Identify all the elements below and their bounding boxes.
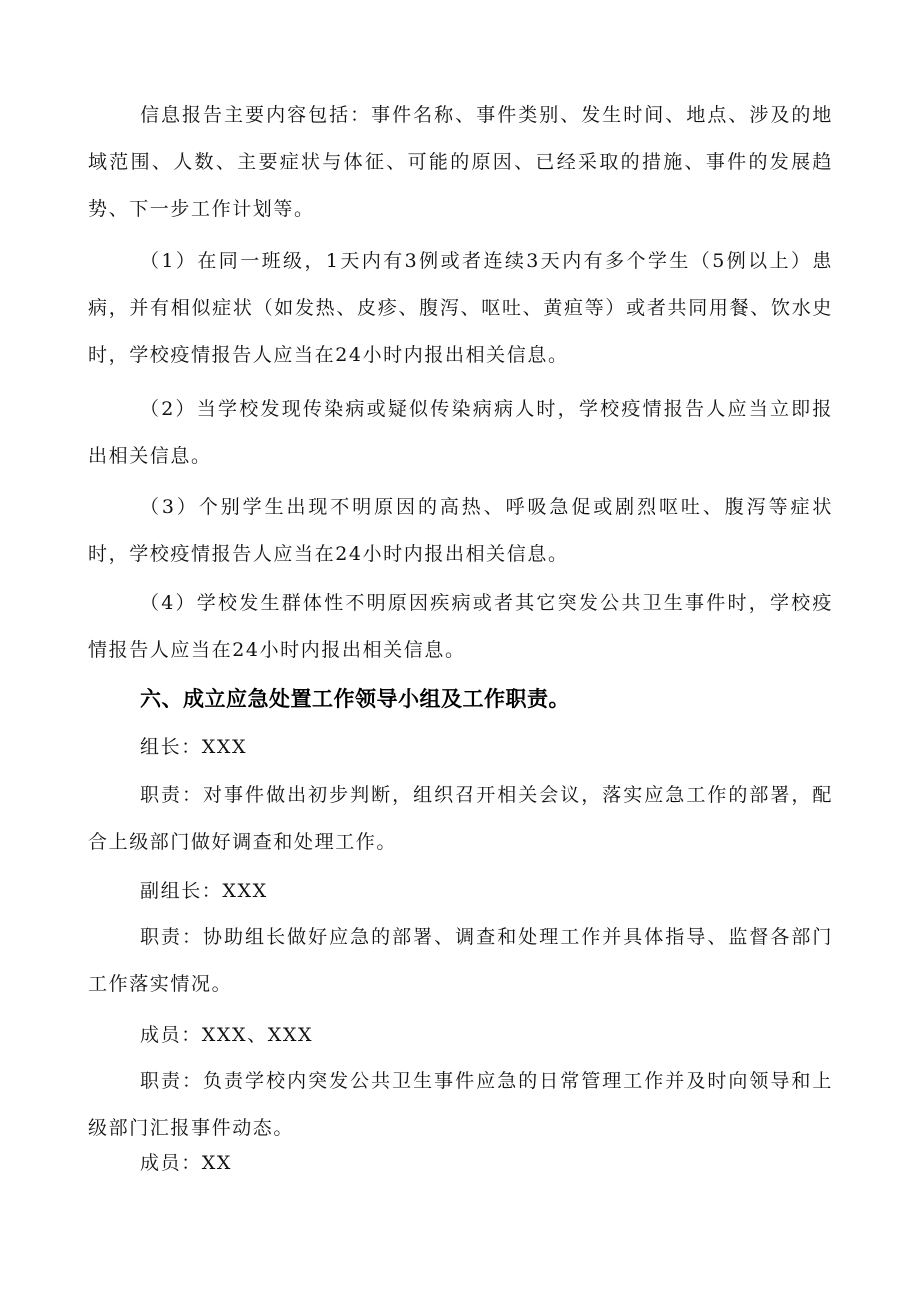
rule-2-paragraph: （2）当学校发现传染病或疑似传染病病人时，学校疫情报告人应当立即报出相关信息。 xyxy=(88,398,833,467)
members-duty-paragraph: 职责：负责学校内突发公共卫生事件应急的日常管理工作并及时向领导和上级部门汇报事件动态。 xyxy=(88,1070,833,1139)
report-content-paragraph: 信息报告主要内容包括：事件名称、事件类别、发生时间、地点、涉及的地域范围、人数、主要症状与体征、可能的原因、已经采取的措施、事件的发展趋势、下一步工作计划等。 xyxy=(88,104,833,220)
rule-1-paragraph: （1）在同一班级，1天内有3例或者连续3天内有多个学生（5例以上）患病，并有相似症状（如发热、皮疹、腹泻、呕吐、黄疸等）或者共同用餐、饮水史时，学校疫情报告人应当在24小时内报出相关信息。 xyxy=(88,250,833,366)
rule-3-paragraph: （3）个别学生出现不明原因的高热、呼吸急促或剧烈呕吐、腹泻等症状时，学校疫情报告人应当在24小时内报出相关信息。 xyxy=(88,496,833,565)
section-heading: 六、成立应急处置工作领导小组及工作职责。 xyxy=(140,687,570,711)
deputy-line: 副组长：XXX xyxy=(140,880,268,902)
leader-duty-paragraph: 职责：对事件做出初步判断，组织召开相关会议，落实应急工作的部署，配合上级部门做好调查和处理工作。 xyxy=(88,784,833,853)
deputy-duty-paragraph: 职责：协助组长做好应急的部署、调查和处理工作并具体指导、监督各部门工作落实情况。 xyxy=(88,926,833,995)
rule-4-paragraph: （4）学校发生群体性不明原因疾病或者其它突发公共卫生事件时，学校疫情报告人应当在24小时内报出相关信息。 xyxy=(88,592,833,661)
members2-line: 成员：XX xyxy=(140,1152,233,1174)
leader-line: 组长：XXX xyxy=(140,736,248,758)
members-line: 成员：XXX、XXX xyxy=(140,1024,314,1046)
